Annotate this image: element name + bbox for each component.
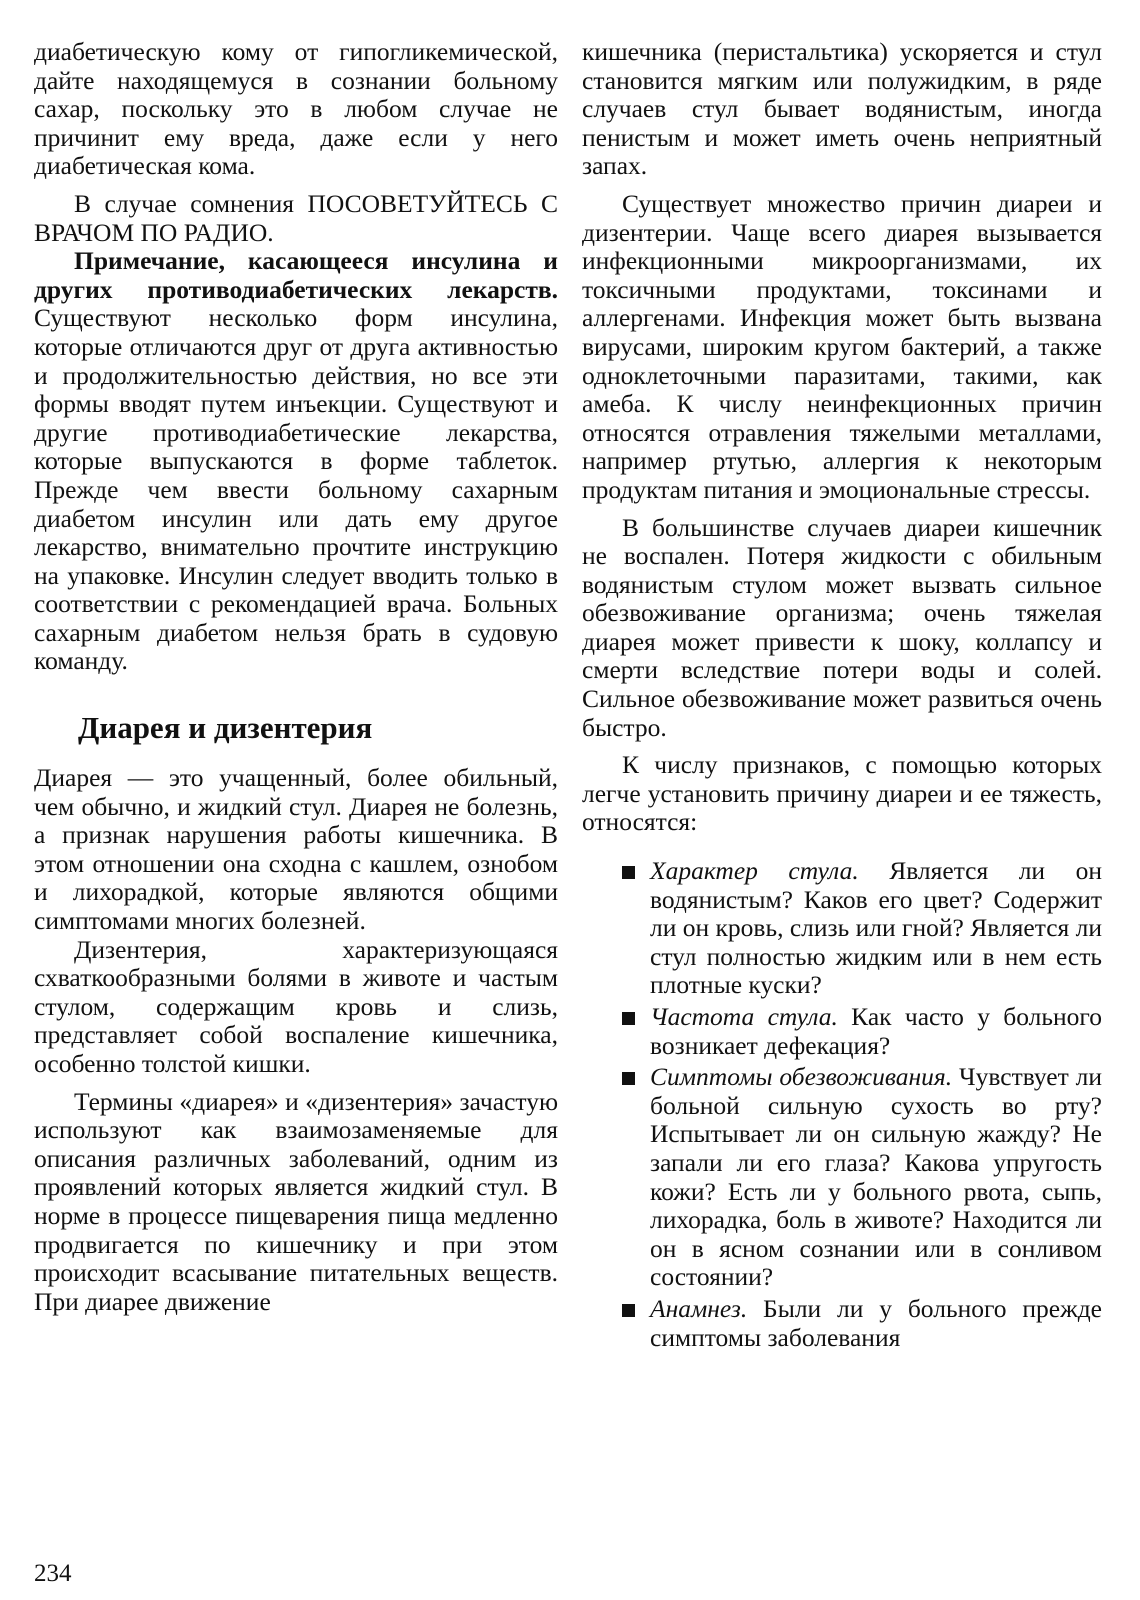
square-bullet-icon [622, 1072, 635, 1085]
paragraph: Диарея — это учащенный, более обильный, чем обычно, и жидкий стул. Диарея не болезнь, а признак нарушения работы кишечника. В этом отношении она сходна с кашлем, ознобом и лихорадкой, которые являются общими симптомами многих болезней. [34, 763, 558, 936]
square-bullet-icon [622, 1012, 635, 1025]
list-item [650, 1003, 1102, 1060]
page-number: 234 [34, 1560, 72, 1587]
list-item-term: Характер стула. [650, 856, 859, 886]
square-bullet-icon [622, 1304, 635, 1317]
list-item-term: Анамнез. [650, 1293, 748, 1323]
paragraph: диабетическую кому от гипогликемической, дайте находящемуся в сознании больному сахар, поскольку это в любом случае не причинит ему вреда, даже если у него диабетическая кома. [34, 37, 558, 181]
list-item-text: Является ли он водянистым? Каков его цвет? Содержит ли он кровь, слизь или гной? Является ли стул полностью жидким или в нем есть плотные куски? [650, 856, 1102, 1000]
square-bullet-icon [622, 866, 635, 879]
list-item [650, 1063, 1102, 1292]
list-item-text: Были ли у больного прежде симптомы заболевания [650, 1293, 1102, 1352]
paragraph: К числу признаков, с помощью которых легче установить причину диареи и ее тяжесть, относятся: [582, 750, 1102, 837]
paragraph: Дизентерия, характеризующаяся схваткообразными болями в животе и частым стулом, содержащим кровь и слизь, представляет собой воспаление кишечника, особенно толстой кишки. [34, 934, 558, 1078]
left-column [34, 38, 558, 1316]
note-text: Существуют несколько форм инсулина, которые отличаются друг от друга активностью и продолжительностью действия, но все эти формы вводят путем инъекции. Существуют и другие противодиабетические лекарства, которые выпускаются в форме таблеток. Прежде чем ввести больному сахарным диабетом инсулин или дать ему другое лекарство, внимательно прочтите инструкцию на упаковке. Инсулин следует вводить только в соответствии с рекомендацией врача. Больных сахарным диабетом нельзя брать в судовую команду. [34, 303, 558, 676]
paragraph: Термины «диарея» и «дизентерия» зачастую используют как взаимозаменяемые для описания различных заболеваний, одним из проявлений которых является жидкий стул. В норме в процессе пищеварения пища медленно продвигается по кишечнику и при этом происходит всасывание питательных веществ. При диарее движение [34, 1086, 558, 1316]
list-item-term: Частота стула. [650, 1002, 838, 1031]
note-title: Примечание, касающееся инсулина и других противодиабетических лекарств. [34, 246, 558, 304]
section-heading: Диарея и дизентерия [78, 710, 373, 746]
paragraph: кишечника (перистальтика) ускоряется и стул становится мягким или полужидким, в ряде случаев стул бывает водянистым, иногда пенистым и может иметь очень неприятный запах. [582, 37, 1102, 181]
paragraph: В большинстве случаев диареи кишечник не воспален. Потеря жидкости с обильным водянистым стулом может вызвать сильное обезвоживание организма; очень тяжелая диарея может привести к шоку, коллапсу и смерти вследствие потери воды и солей. Сильное обезвоживание может развиться очень быстро. [582, 512, 1102, 742]
list-item-text: Чувствует ли больной сильную сухость во рту? Испытывает ли он сильную жажду? Не запали ли его глаза? Какова упругость кожи? Есть ли у больного рвота, сыпь, лихорадка, боль в животе? Находится ли он в ясном сознании или в сонливом состоянии? [650, 1062, 1102, 1292]
list-item [650, 857, 1102, 1000]
list-item [650, 1295, 1102, 1352]
right-column [582, 38, 1102, 1355]
list-item-term: Симптомы обезвоживания. [650, 1062, 953, 1092]
paragraph: В случае сомнения ПОСОВЕТУЙТЕСЬ С ВРАЧОМ ПО РАДИО. [34, 188, 558, 247]
list-item-text: Как часто у больного возникает дефекация? [650, 1002, 1102, 1060]
sign-list [582, 857, 1102, 1352]
paragraph: Существует множество причин диареи и дизентерии. Чаще всего диарея вызывается инфекционными микроорганизмами, их токсичными продуктами, токсинами и аллергенами. Инфекция может быть вызвана вирусами, широким кругом бактерий, а также одноклеточными паразитами, такими, как амеба. К числу неинфекционных причин относятся отравления тяжелыми металлами, например ртутью, аллергия к некоторым продуктам питания и эмоциональные стрессы. [582, 188, 1102, 504]
paragraph [34, 247, 558, 676]
